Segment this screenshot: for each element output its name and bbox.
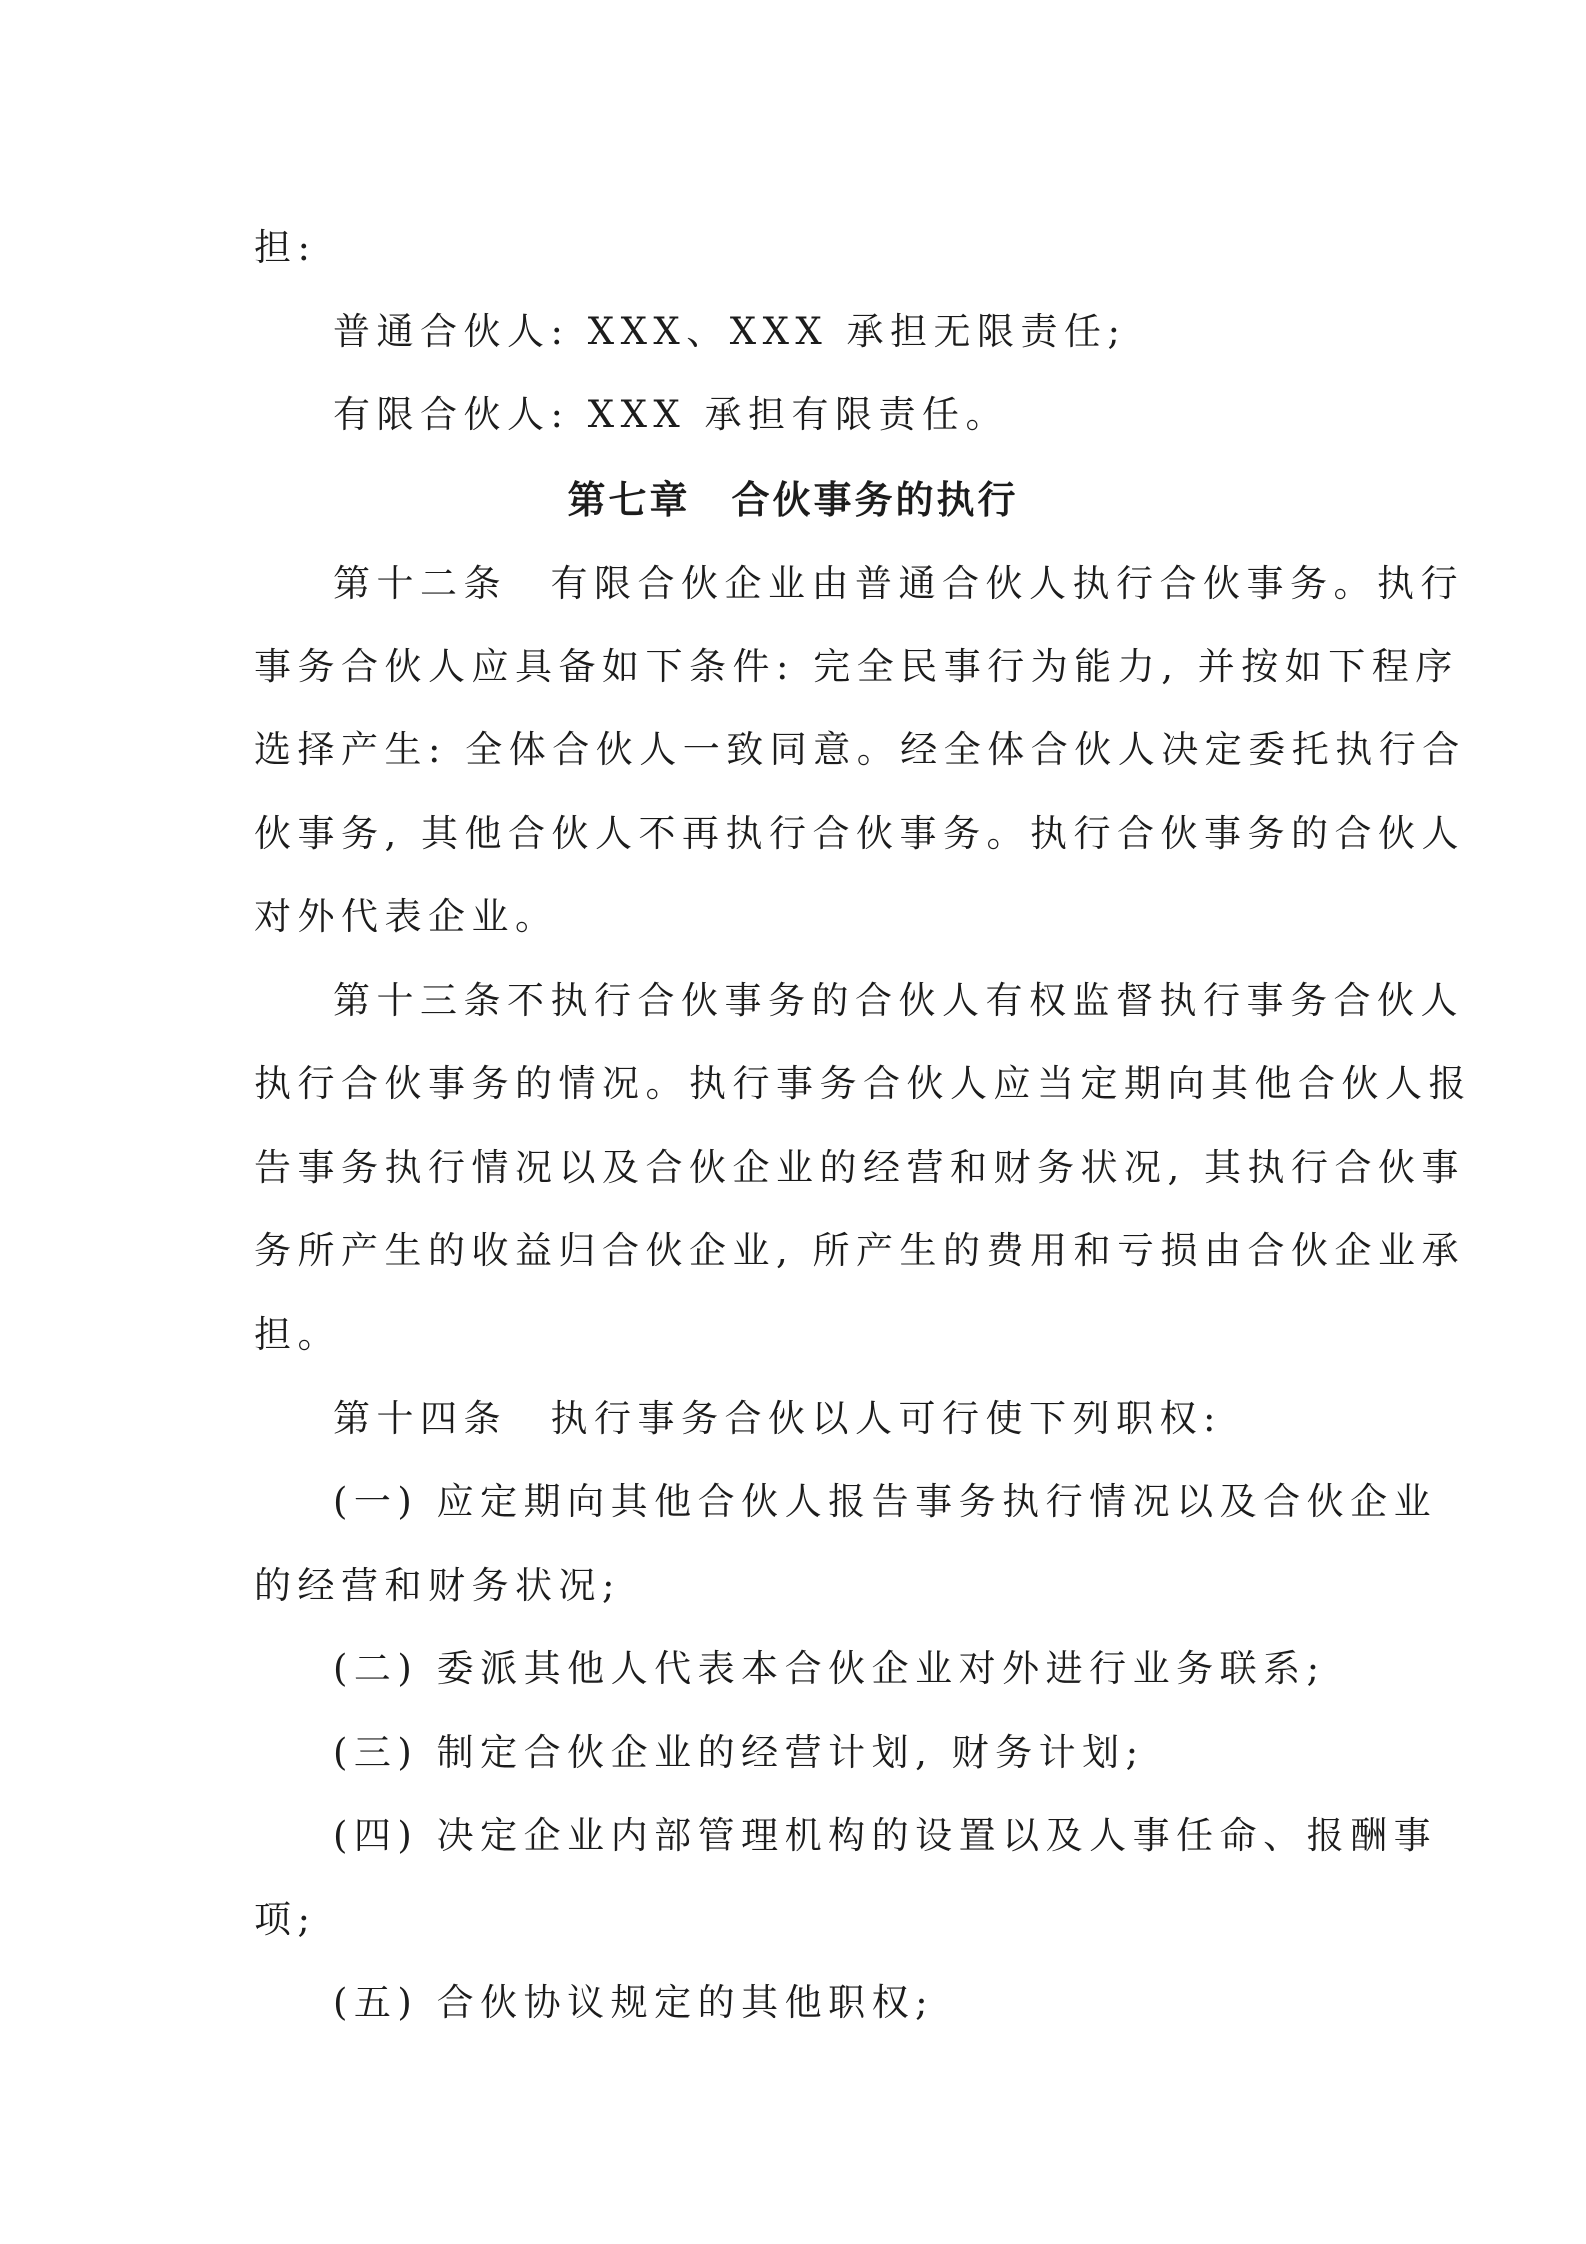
text-line: 担。	[254, 1313, 341, 1356]
text-line: 普通合伙人: XXX、XXX 承担无限责任;	[333, 310, 1127, 353]
text-line: 第十二条 有限合伙企业由普通合伙人执行合伙事务。执行	[333, 562, 1464, 605]
text-line: 对外代表企业。	[254, 895, 559, 938]
text-line: 告事务执行情况以及合伙企业的经营和财务状况, 其执行合伙事	[254, 1146, 1466, 1189]
text-line: 有限合伙人: XXX 承担有限责任。	[333, 393, 1010, 436]
text-line: (五) 合伙协议规定的其他职权;	[333, 1981, 935, 2024]
text-line: 第十四条 执行事务合伙以人可行使下列职权:	[333, 1397, 1222, 1440]
text-line: 项;	[254, 1898, 317, 1941]
text-line: 务所产生的收益归合伙企业, 所产生的费用和亏损由合伙企业承	[254, 1229, 1466, 1272]
text-line: 事务合伙人应具备如下条件: 完全民事行为能力, 并按如下程序	[254, 645, 1459, 688]
text-line: (四) 决定企业内部管理机构的设置以及人事任命、报酬事	[333, 1814, 1438, 1857]
chapter-heading: 第七章 合伙事务的执行	[567, 478, 1019, 522]
text-line: 伙事务, 其他合伙人不再执行合伙事务。执行合伙事务的合伙人	[254, 812, 1466, 855]
text-line: 担:	[254, 226, 317, 269]
text-line: 选择产生: 全体合伙人一致同意。经全体合伙人决定委托执行合	[254, 728, 1466, 771]
text-line: 第十三条不执行合伙事务的合伙人有权监督执行事务合伙人	[333, 979, 1464, 1022]
text-line: (一) 应定期向其他合伙人报告事务执行情况以及合伙企业	[333, 1480, 1438, 1523]
text-line: (三) 制定合伙企业的经营计划, 财务计划;	[333, 1731, 1145, 1774]
text-line: 执行合伙事务的情况。执行事务合伙人应当定期向其他合伙人报	[254, 1062, 1472, 1105]
text-line: 的经营和财务状况;	[254, 1564, 621, 1607]
text-line: (二) 委派其他人代表本合伙企业对外进行业务联系;	[333, 1647, 1326, 1690]
